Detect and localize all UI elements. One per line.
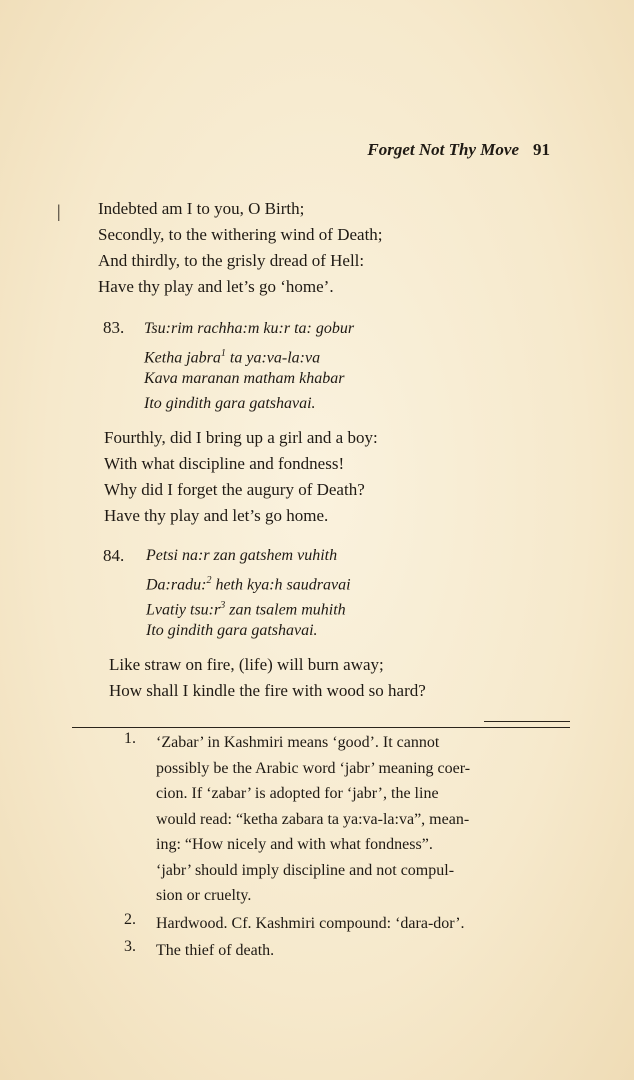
verse-line: Why did I forget the augury of Death? — [104, 480, 365, 499]
verse-line: How shall I kindle the fire with wood so hard? — [109, 681, 426, 700]
verse-line: Have thy play and let’s go ‘home’. — [98, 277, 334, 296]
footnote-line: possibly be the Arabic word ‘jabr’ meaning coer- — [156, 759, 471, 777]
footnote-rule — [72, 727, 570, 728]
verse-translation — [109, 652, 426, 704]
footnote — [124, 938, 568, 964]
footnote-line: cion. If ‘zabar’ is adopted for ‘jabr’, the line — [156, 785, 439, 802]
verse-line: Like straw on fire, (life) will burn away; — [109, 655, 384, 674]
translit-text: zan tsalem muhith — [225, 601, 346, 619]
verse-number: 84. — [103, 546, 125, 565]
margin-mark: | — [57, 201, 61, 221]
verse-line: Secondly, to the withering wind of Death; — [98, 225, 383, 244]
footnote-line: sion or cruelty. — [156, 887, 252, 904]
translit-line: Petsi na:r zan gatshem vuhith — [146, 547, 338, 564]
translit-text: heth kya:h saudravai — [211, 576, 351, 594]
footnote-line: Hardwood. Cf. Kashmiri compound: ‘dara-dor’. — [156, 914, 465, 932]
verse-transliteration — [146, 543, 351, 643]
footnote-ref: 2 — [206, 575, 212, 586]
translit-text: ta ya:va-la:va — [225, 349, 321, 367]
footnote — [124, 911, 568, 937]
translit-text: Da:radu: — [146, 576, 207, 594]
footnote-number: 3. — [124, 938, 136, 955]
translit-text: Lvatiy tsu:r — [146, 601, 221, 619]
verse-line: Indebted am I to you, O Birth; — [98, 199, 305, 218]
footnote-ref: 3 — [220, 600, 226, 611]
translit-line — [146, 593, 351, 618]
running-header — [0, 140, 550, 160]
footnotes — [124, 730, 568, 966]
translit-line — [144, 341, 354, 366]
footnote-line: ‘Zabar’ in Kashmiri means ‘good’. It cannot — [156, 734, 440, 751]
footnote-number: 1. — [124, 730, 136, 747]
stanza-translation — [98, 196, 383, 300]
footnote-line: ing: “How nicely and with what fondness”. — [156, 836, 433, 853]
verse-number: 83. — [103, 318, 125, 337]
verse-line: Fourthly, did I bring up a girl and a boy: — [104, 428, 378, 447]
footnote-line: would read: “ketha zabara ta ya:va-la:va”, mean- — [156, 810, 470, 828]
footnote-line: The thief of death. — [156, 942, 275, 959]
footnote-rule — [484, 721, 570, 722]
footnote — [124, 730, 568, 909]
verse-transliteration — [144, 316, 354, 416]
footnote-number: 2. — [124, 910, 136, 928]
translit-line: Tsu:rim rachha:m ku:r ta: gobur — [144, 320, 355, 337]
verse-line: With what discipline and fondness! — [104, 454, 345, 473]
footnote-ref: 1 — [220, 348, 226, 359]
verse-translation — [104, 425, 378, 529]
footnote-line: ‘jabr’ should imply discipline and not compul- — [156, 861, 455, 879]
translit-line — [146, 568, 351, 593]
translit-line: Kava maranan matham khabar — [144, 370, 345, 387]
verse-line: And thirdly, to the grisly dread of Hell: — [98, 251, 365, 270]
translit-text: Ketha jabra — [144, 349, 221, 367]
running-title: Forget Not Thy Move — [367, 140, 519, 159]
verse-line: Have thy play and let’s go home. — [104, 506, 329, 525]
page-number: 91 — [533, 140, 550, 159]
translit-line: Ito gindith gara gatshavai. — [146, 622, 318, 639]
translit-line: Ito gindith gara gatshavai. — [144, 395, 316, 412]
